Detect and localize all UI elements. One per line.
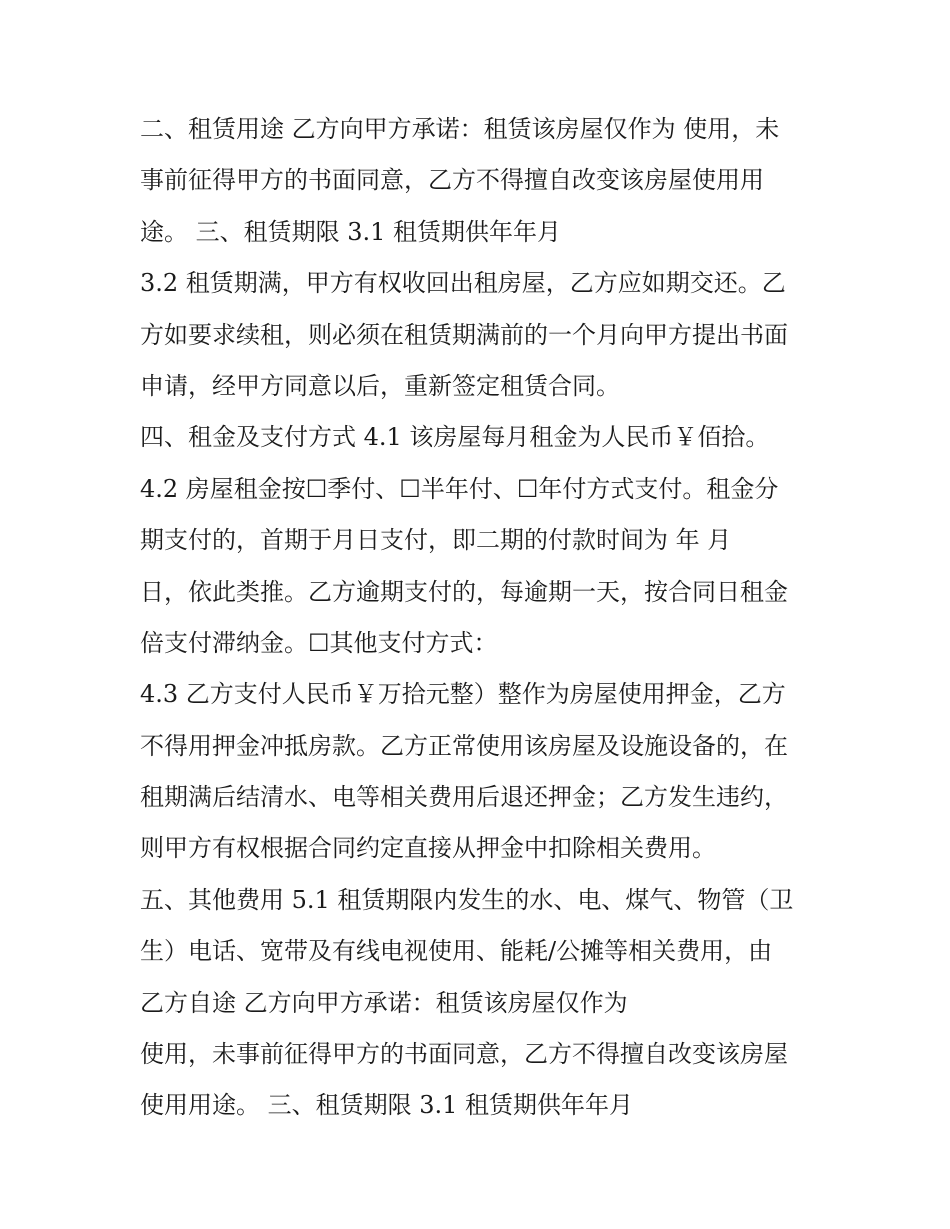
text-line: 二、租赁用途 乙方向甲方承诺：租赁该房屋仅作为 使用，未 [140,115,780,143]
text-line: 使用用途。 三、租赁期限 3.1 租赁期供年年月 [140,1091,634,1120]
text-line: 日，依此类推。乙方逾期支付的，每逾期一天，按合同日租金 [140,577,788,606]
text-line: 则甲方有权根据合同约定直接从押金中扣除相关费用。 [140,834,716,863]
contract-text [140,104,820,1132]
text-line: 不得用押金冲抵房款。乙方正常使用该房屋及设施设备的，在 [140,731,788,760]
text-line: 4.2 房屋租金按☐季付、☐半年付、☐年付方式支付。租金分 [140,474,779,503]
text-line: 使用，未事前征得甲方的书面同意，乙方不得擅自改变该房屋 [140,1040,788,1069]
text-line: 乙方自途 乙方向甲方承诺：租赁该房屋仅作为 [140,988,628,1017]
text-line: 四、租金及支付方式 4.1 该房屋每月租金为人民币￥佰拾。 [140,423,770,452]
text-line: 租期满后结清水、电等相关费用后退还押金；乙方发生违约， [140,783,788,812]
text-line: 申请，经甲方同意以后，重新签定租赁合同。 [140,371,620,400]
text-line: 方如要求续租，则必须在租赁期满前的一个月向甲方提出书面 [140,320,788,349]
text-line: 倍支付滞纳金。☐其他支付方式： [140,628,498,657]
text-line: 期支付的，首期于月日支付，即二期的付款时间为 年 月 [140,526,732,555]
text-line: 生）电话、宽带及有线电视使用、能耗/公摊等相关费用，由 [140,937,773,966]
text-line: 3.2 租赁期满，甲方有权收回出租房屋，乙方应如期交还。乙 [140,269,786,298]
text-line: 五、其他费用 5.1 租赁期限内发生的水、电、煤气、物管（卫 [140,885,794,914]
text-line: 途。 三、租赁期限 3.1 租赁期供年年月 [140,217,562,246]
text-line: 4.3 乙方支付人民币￥万拾元整）整作为房屋使用押金，乙方 [140,680,786,709]
text-line: 事前征得甲方的书面同意，乙方不得擅自改变该房屋使用用 [140,166,764,195]
